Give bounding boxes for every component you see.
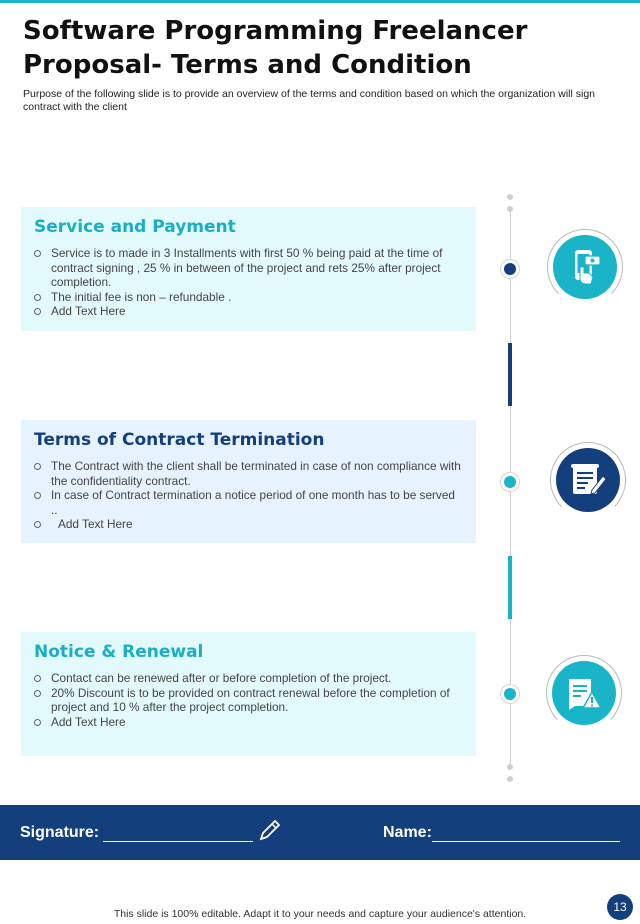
page-number-badge: 13 — [607, 894, 633, 920]
section-card-notice-renewal — [21, 632, 476, 756]
list-item: In case of Contract termination a notice period of one month has to be served .. — [34, 488, 463, 517]
list-item: Add Text Here — [34, 715, 463, 730]
timeline-end-dot — [507, 194, 513, 200]
document-alert-icon — [564, 673, 604, 713]
name-label: Name: — [383, 824, 432, 841]
document-alert-icon-badge — [546, 655, 626, 735]
list-item: The initial fee is non – refundable . — [34, 290, 463, 305]
footer-note: This slide is 100% editable. Adapt it to your needs and capture your audience's attention. — [113, 908, 527, 920]
contract-signing-icon-badge — [550, 442, 630, 522]
signature-line[interactable] — [103, 841, 253, 842]
timeline-node — [504, 688, 516, 700]
bullet-list — [34, 246, 463, 319]
top-accent-bar — [0, 0, 640, 3]
list-item: Add Text Here — [34, 304, 463, 319]
bullet-list — [34, 459, 463, 532]
page-subtitle: Purpose of the following slide is to provide an overview of the terms and condition based on which the organization will sign contract with the client — [23, 88, 595, 113]
timeline-end-dot — [507, 776, 513, 782]
mobile-payment-icon — [565, 247, 605, 287]
timeline-segment — [508, 556, 512, 619]
section-heading: Terms of Contract Termination — [34, 430, 325, 450]
signature-label: Signature: — [20, 824, 100, 841]
pen-icon — [256, 818, 282, 844]
list-item: The Contract with the client shall be terminated in case of non compliance with the confidentiality contract. — [34, 459, 463, 488]
contract-signing-icon — [568, 460, 608, 500]
list-item: Add Text Here — [34, 517, 463, 532]
mobile-payment-icon-badge — [547, 229, 627, 309]
section-card-contract-termination — [21, 420, 476, 543]
section-card-service-payment — [21, 207, 476, 331]
timeline-end-dot — [507, 206, 513, 212]
section-heading: Service and Payment — [34, 217, 236, 237]
bullet-list — [34, 671, 463, 729]
timeline-segment — [508, 343, 512, 406]
timeline-line — [510, 212, 511, 767]
list-item: Contact can be renewed after or before completion of the project. — [34, 671, 463, 686]
list-item: 20% Discount is to be provided on contract renewal before the completion of project and 10 % after the project completion. — [34, 686, 463, 715]
timeline-end-dot — [507, 764, 513, 770]
section-heading: Notice & Renewal — [34, 642, 204, 662]
name-line[interactable] — [432, 841, 620, 842]
timeline-node — [504, 263, 516, 275]
list-item: Service is to made in 3 Installments with first 50 % being paid at the time of contract signing , 25 % in between of the project and rets 25% after project completion. — [34, 246, 463, 290]
page-title: Software Programming Freelancer Proposal- Terms and Condition — [23, 16, 528, 80]
timeline-node — [504, 476, 516, 488]
